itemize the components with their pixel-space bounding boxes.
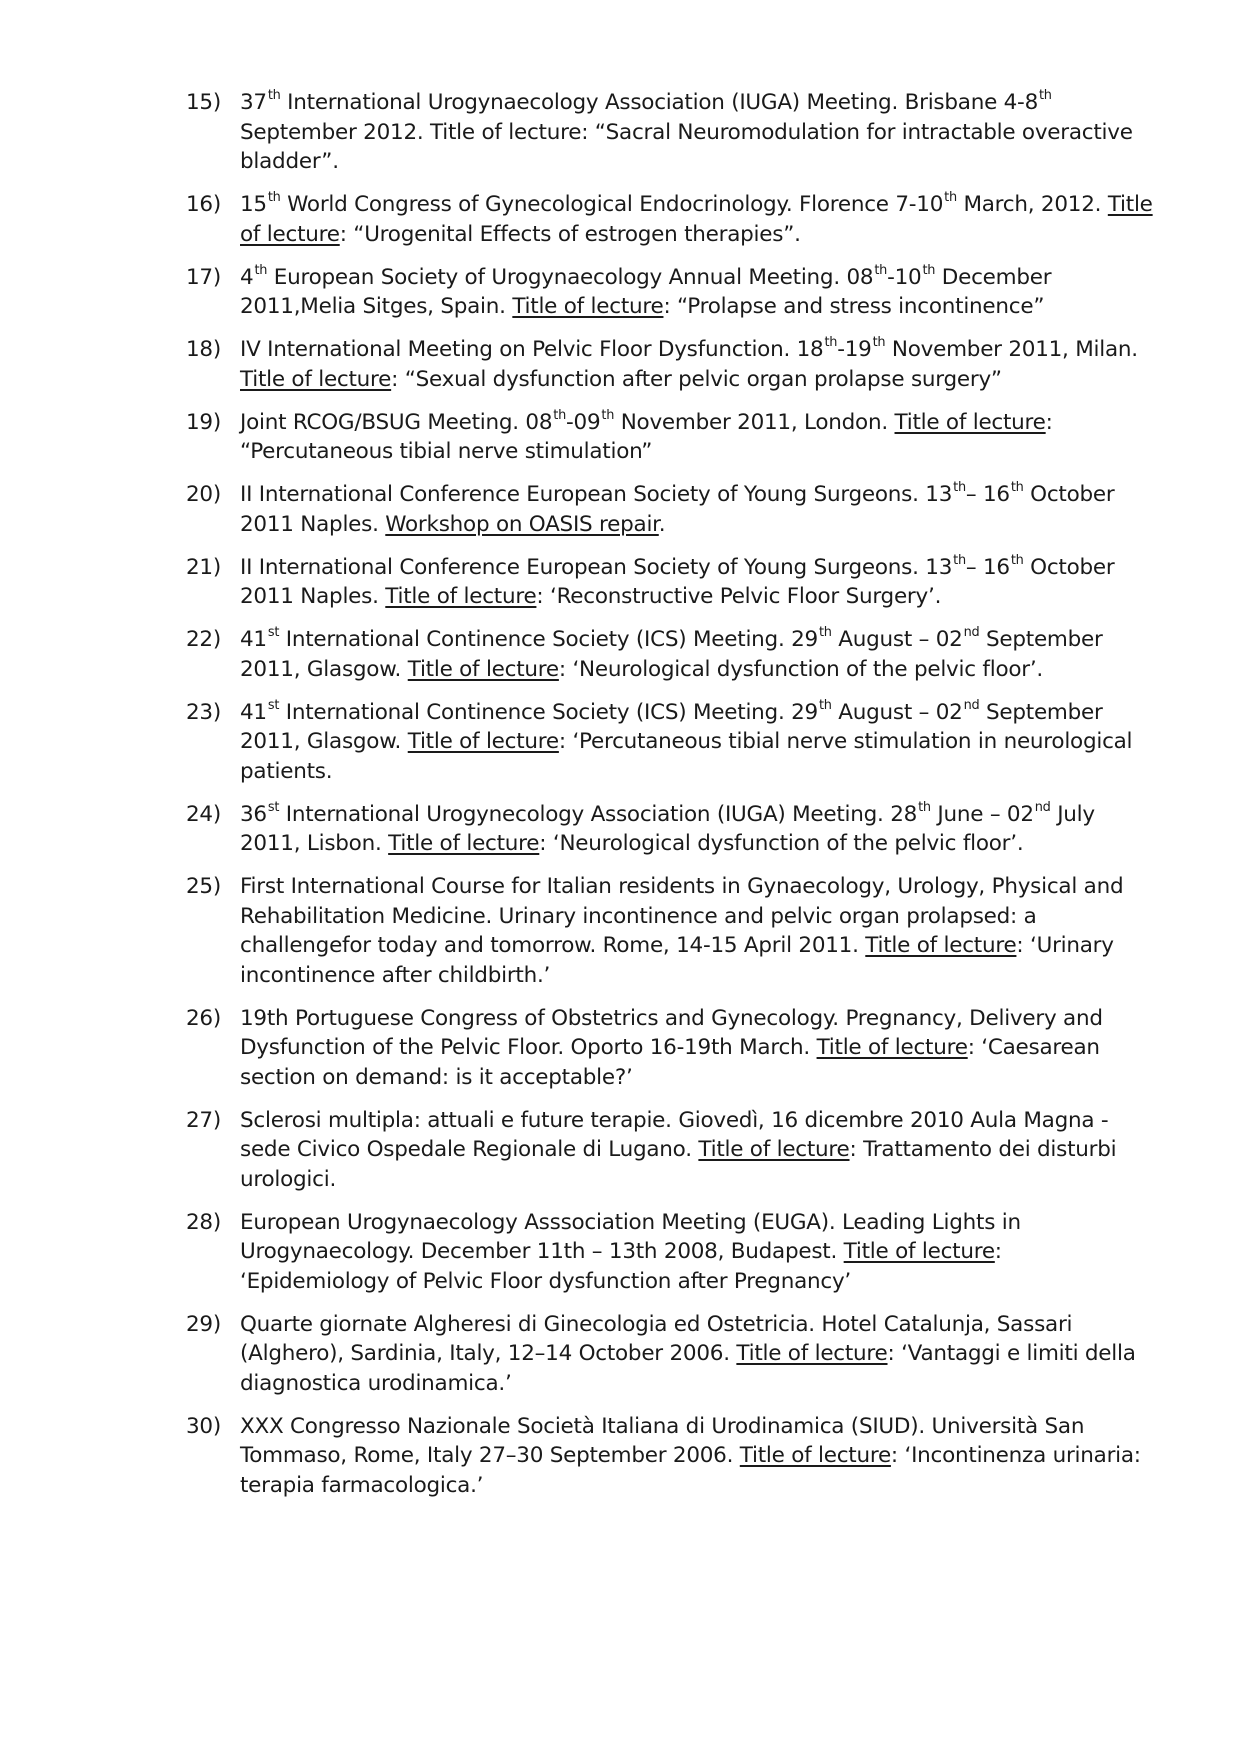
text-run: II International Conference European Society of Young Surgeons. 13 (240, 482, 953, 507)
item-text (240, 480, 1156, 539)
text-run: – 16 (965, 482, 1010, 507)
superscript: th (1039, 88, 1052, 104)
item-text (240, 1412, 1156, 1501)
list-item (186, 263, 1156, 322)
text-run: . (658, 511, 666, 537)
underlined-text: Title of lecture (816, 1035, 968, 1060)
list-item (186, 1208, 1156, 1297)
item-number: 21) (186, 554, 221, 580)
superscript: st (267, 799, 280, 815)
list-item (186, 698, 1156, 787)
superscript: nd (1034, 799, 1051, 815)
text-run: : ‘Vantaggi e limiti della diagnostica urodinamica.’ (240, 1341, 1136, 1396)
list-item (186, 335, 1156, 394)
text-run: September 2012. Title of lecture: “Sacral Neuromodulation for intractable overactive bladder”. (240, 119, 1133, 174)
text-run: -19 (837, 337, 872, 362)
list-item (186, 625, 1156, 684)
underlined-text: Title of lecture (865, 933, 1017, 958)
superscript: th (818, 625, 832, 641)
text-run: – 16 (965, 554, 1010, 580)
item-number: 26) (186, 1005, 221, 1031)
item-number: 23) (186, 699, 221, 725)
text-run: : ‘Incontinenza urinaria: terapia farmacologica.’ (240, 1443, 1141, 1498)
list-item (186, 553, 1156, 612)
underlined-text: Title of lecture (894, 409, 1046, 435)
item-text (240, 698, 1156, 787)
lecture-list (186, 88, 1156, 1514)
text-run: November 2011, Milan. (885, 337, 1138, 362)
text-run: December 2011,Melia Sitges, Spain. (240, 264, 1052, 319)
superscript: th (824, 335, 838, 351)
superscript: th (267, 88, 281, 104)
item-number: 18) (186, 337, 221, 362)
text-run: International Continence Society (ICS) Meeting. 29 (279, 699, 818, 725)
item-number: 30) (186, 1413, 221, 1439)
text-run: March, 2012. (956, 192, 1108, 217)
text-run: October 2011 Naples. (240, 482, 1115, 537)
superscript: th (922, 262, 936, 278)
text-run: 37 (240, 90, 267, 115)
text-run: II International Conference European Society of Young Surgeons. 13 (240, 554, 953, 580)
superscript: th (1010, 480, 1024, 496)
superscript: th (944, 190, 957, 206)
item-text (240, 335, 1156, 394)
superscript: th (254, 262, 268, 278)
item-text (240, 190, 1156, 249)
superscript: nd (963, 697, 980, 713)
list-item (186, 480, 1156, 539)
text-run: 41 (240, 699, 267, 725)
text-run: 4 (240, 264, 254, 290)
superscript: th (267, 190, 281, 206)
item-number: 27) (186, 1107, 221, 1133)
item-text (240, 800, 1156, 859)
underlined-text: Title of lecture (388, 831, 540, 856)
underlined-text: Title of lecture (739, 1443, 891, 1468)
superscript: nd (963, 625, 980, 641)
text-run: European Urogynaecology Asssociation Meeting (EUGA). Leading Lights in Urogynaecology. December 11th – 13th 2008, Budapest. (240, 1209, 1021, 1264)
item-number: 22) (186, 627, 221, 652)
text-run: August – 02 (831, 699, 963, 725)
text-run: World Congress of Gynecological Endocrinology. Florence 7-10 (280, 192, 944, 217)
text-run: First International Course for Italian residents in Gynaecology, Urology, Physical and Rehabilitation Medicine. Urinary incontinence and pelvic organ prolapsed: a challengefor today and tomorrow. Rome, 14-15 April 2011. (240, 874, 1124, 958)
list-item (186, 408, 1156, 467)
text-run: : ‘Neurological dysfunction of the pelvic floor’. (558, 656, 1044, 682)
item-number: 25) (186, 874, 221, 899)
text-run: August – 02 (831, 627, 963, 652)
text-run: October 2011 Naples. (240, 554, 1115, 609)
item-text (240, 1310, 1156, 1399)
text-run: International Continence Society (ICS) Meeting. 29 (279, 627, 818, 652)
item-number: 24) (186, 801, 221, 827)
text-run: International Urogynecology Association (IUGA) Meeting. 28 (279, 801, 918, 827)
text-run: September 2011, Glasgow. (240, 627, 1103, 682)
underlined-text: Title of lecture (240, 192, 1153, 247)
item-number: 29) (186, 1311, 221, 1337)
item-number: 28) (186, 1209, 221, 1235)
underlined-text: Title of lecture (240, 366, 392, 392)
text-run: September 2011, Glasgow. (240, 699, 1103, 754)
text-run: : ‘Reconstructive Pelvic Floor Surgery’. (536, 584, 942, 609)
superscript: th (874, 262, 888, 278)
underlined-text: Title of lecture (407, 729, 559, 754)
text-run: : “Sexual dysfunction after pelvic organ prolapse surgery” (391, 366, 1002, 392)
item-text (240, 1004, 1156, 1093)
item-number: 17) (186, 264, 221, 290)
underlined-text: Title of lecture (407, 656, 559, 682)
superscript: th (601, 407, 615, 423)
item-text (240, 625, 1156, 684)
list-item (186, 1310, 1156, 1399)
underlined-text: Title of lecture (385, 584, 537, 609)
text-run: : ‘Epidemiology of Pelvic Floor dysfunction after Pregnancy’ (240, 1239, 1002, 1294)
text-run: July 2011, Lisbon. (240, 801, 1095, 856)
item-number: 15) (186, 90, 221, 115)
text-run: 19th Portuguese Congress of Obstetrics and Gynecology. Pregnancy, Delivery and Dysfunction of the Pelvic Floor. Oporto 16-19th March. (240, 1005, 1103, 1060)
text-run: : ‘Caesarean section on demand: is it acceptable?’ (240, 1035, 1100, 1090)
list-item (186, 800, 1156, 859)
text-run: : ‘Urinary incontinence after childbirth.’ (240, 933, 1114, 988)
list-item (186, 1412, 1156, 1501)
text-run: : ‘Percutaneous tibial nerve stimulation in neurological patients. (240, 729, 1133, 784)
text-run: 41 (240, 627, 267, 652)
superscript: th (872, 335, 886, 351)
underlined-text: Title of lecture (512, 294, 664, 319)
text-run: Quarte giornate Algheresi di Ginecologia ed Ostetricia. Hotel Catalunja, Sassari (Alghero), Sardinia, Italy, 12–14 October 2006. (240, 1311, 1073, 1366)
list-item (186, 872, 1156, 990)
item-text (240, 872, 1156, 990)
text-run: : “Prolapse and stress incontinence” (663, 294, 1045, 319)
list-item (186, 1106, 1156, 1195)
item-text (240, 1106, 1156, 1195)
underlined-text: Title of lecture (843, 1239, 995, 1264)
superscript: th (953, 552, 966, 568)
text-run: -10 (887, 264, 922, 290)
superscript: th (553, 407, 567, 423)
item-number: 20) (186, 482, 221, 507)
superscript: st (267, 697, 280, 713)
superscript: th (953, 480, 966, 496)
item-text (240, 88, 1156, 177)
superscript: th (1010, 552, 1024, 568)
underlined-text: Title of lecture (736, 1341, 888, 1366)
text-run: IV International Meeting on Pelvic Floor Dysfunction. 18 (240, 337, 824, 362)
superscript: th (918, 799, 931, 815)
text-run: European Society of Urogynaecology Annual Meeting. 08 (267, 264, 874, 290)
text-run: International Urogynaecology Association (IUGA) Meeting. Brisbane 4-8 (280, 90, 1038, 115)
text-run: XXX Congresso Nazionale Società Italiana di Urodinamica (SIUD). Università San Tommaso, Rome, Italy 27–30 September 2006. (240, 1413, 1085, 1468)
text-run: : Trattamento dei disturbi urologici. (240, 1137, 1117, 1192)
text-run: Joint RCOG/BSUG Meeting. 08 (240, 409, 553, 435)
item-text (240, 553, 1156, 612)
text-run: : “Urogenital Effects of estrogen therapies”. (339, 221, 801, 247)
text-run: : “Percutaneous tibial nerve stimulation” (240, 409, 1053, 464)
item-text (240, 408, 1156, 467)
underlined-text: Title of lecture (698, 1137, 850, 1162)
text-run: Sclerosi multipla: attuali e future terapie. Giovedì, 16 dicembre 2010 Aula Magna - sede Civico Ospedale Regionale di Lugano. (240, 1107, 1109, 1162)
text-run: June – 02 (930, 801, 1034, 827)
text-run: November 2011, London. (614, 409, 895, 435)
item-number: 19) (186, 409, 221, 435)
list-item (186, 88, 1156, 177)
superscript: st (267, 625, 280, 641)
list-item (186, 190, 1156, 249)
text-run: -09 (566, 409, 601, 435)
item-text (240, 1208, 1156, 1297)
text-run: 15 (240, 192, 267, 217)
item-text (240, 263, 1156, 322)
item-number: 16) (186, 192, 221, 217)
underlined-text: Workshop on OASIS repair (385, 511, 659, 537)
text-run: 36 (240, 801, 267, 827)
superscript: th (818, 697, 832, 713)
list-item (186, 1004, 1156, 1093)
text-run: : ‘Neurological dysfunction of the pelvic floor’. (539, 831, 1024, 856)
